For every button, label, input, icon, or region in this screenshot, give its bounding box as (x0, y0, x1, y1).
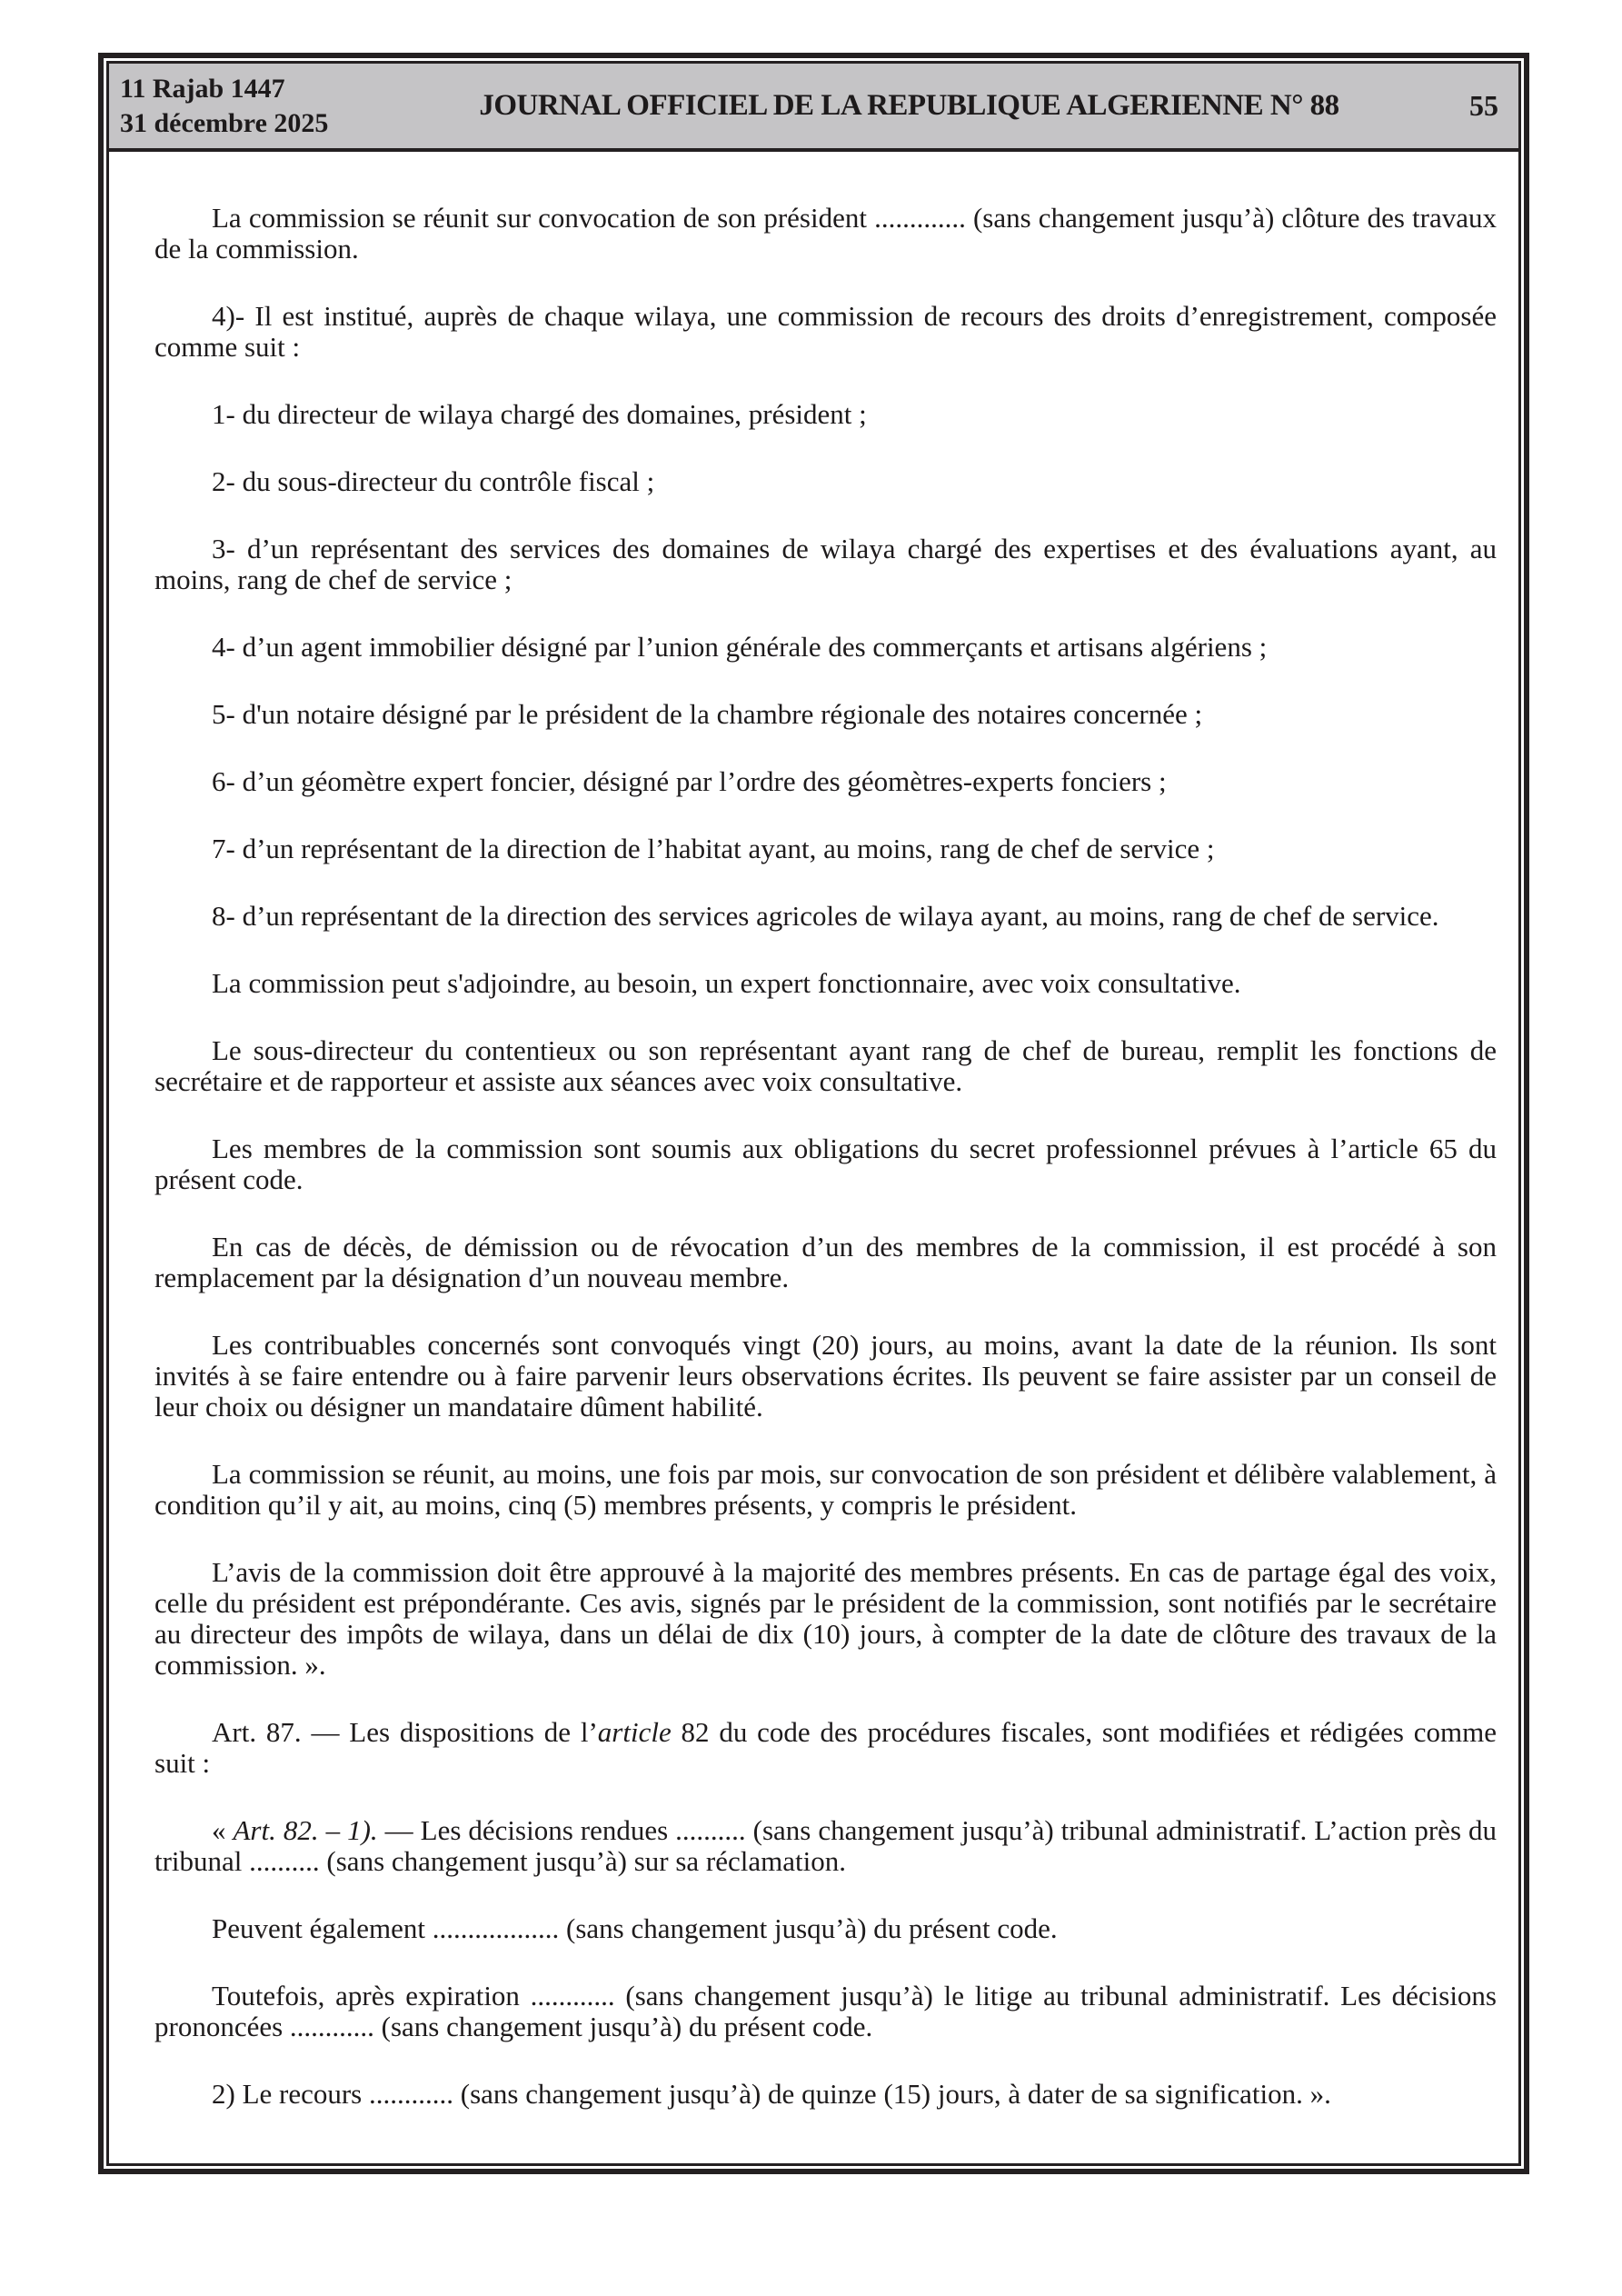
paragraph (154, 1232, 1497, 1293)
paragraph-run: Les contribuables concernés sont convoqués vingt (20) jours, au moins, avant la date de la réunion. Ils sont invités à se faire entendre ou à faire parvenir leurs observations écrites. Ils peuvent se faire assister par un conseil de leur choix ou désigner un mandataire dûment habilité. (154, 1329, 1497, 1423)
paragraph-run: « (212, 1814, 234, 1846)
paragraph (154, 699, 1497, 730)
paragraph-run-italic: article (597, 1716, 672, 1748)
paragraph (154, 632, 1497, 663)
paragraph (154, 1557, 1497, 1681)
paragraph (154, 534, 1497, 595)
paragraph (154, 834, 1497, 864)
paragraph-run: La commission peut s'adjoindre, au besoin, un expert fonctionnaire, avec voix consultative. (212, 967, 1241, 999)
paragraph-run: La commission se réunit sur convocation de son président ............. (sans changement jusqu’à) clôture des travaux de la commission. (154, 202, 1497, 265)
paragraph (154, 1913, 1497, 1944)
paragraph (154, 1459, 1497, 1521)
paragraph-run: La commission se réunit, au moins, une fois par mois, sur convocation de son président et délibère valablement, à condition qu’il y ait, au moins, cinq (5) membres présents, y compris le président. (154, 1458, 1497, 1521)
paragraph (154, 2079, 1497, 2110)
date-gregorian: 31 décembre 2025 (120, 107, 329, 138)
paragraph (154, 466, 1497, 497)
paragraph-run: 4- d’un agent immobilier désigné par l’union générale des commerçants et artisans algériens ; (212, 631, 1268, 663)
paragraph (154, 1133, 1497, 1195)
page-number: 55 (1469, 89, 1498, 122)
paragraph-run: Peuvent également .................. (sans changement jusqu’à) du présent code. (212, 1912, 1058, 1944)
page-header (109, 64, 1518, 152)
paragraph-run: L’avis de la commission doit être approuvé à la majorité des membres présents. En cas de partage égal des voix, celle du président est prépondérante. Ces avis, signés par le président de la commission, sont notifiés par le secrétaire au directeur des impôts de wilaya, dans un délai de dix (10) jours, à compter de la date de clôture des travaux de la commission. ». (154, 1556, 1497, 1681)
paragraph-run: 4)- Il est institué, auprès de chaque wilaya, une commission de recours des droits d’enregistrement, composée comme suit : (154, 300, 1497, 363)
date-hijri: 11 Rajab 1447 (120, 73, 285, 104)
paragraph-run: 3- d’un représentant des services des domaines de wilaya chargé des expertises et des évaluations ayant, au moins, rang de chef de service ; (154, 533, 1497, 595)
paragraph-run: 7- d’un représentant de la direction de l’habitat ayant, au moins, rang de chef de service ; (212, 833, 1215, 864)
paragraph-run: Toutefois, après expiration ............ (sans changement jusqu’à) le litige au tribunal administratif. Les décisions prononcées ............ (sans changement jusqu’à) du présent code. (154, 1980, 1497, 2042)
paragraph (154, 1815, 1497, 1877)
paragraph-run: 2) Le recours ............ (sans changement jusqu’à) de quinze (15) jours, à dater de sa signification. ». (212, 2078, 1331, 2110)
paragraph-run: — Les décisions rendues .......... (sans changement jusqu’à) tribunal administratif. L’action près du tribunal .......... (sans changement jusqu’à) sur sa réclamation. (154, 1814, 1497, 1877)
paragraph (154, 399, 1497, 430)
paragraph (154, 968, 1497, 999)
paragraph-run: 1- du directeur de wilaya chargé des domaines, président ; (212, 398, 867, 430)
paragraph-run: 8- d’un représentant de la direction des services agricoles de wilaya ayant, au moins, rang de chef de service. (212, 900, 1439, 932)
journal-title: JOURNAL OFFICIEL DE LA REPUBLIQUE ALGERIENNE N° 88 (479, 89, 1339, 122)
paragraph-run: 5- d'un notaire désigné par le président de la chambre régionale des notaires concernée ; (212, 698, 1203, 730)
page-frame-outer (98, 53, 1529, 2174)
paragraph-run: Le sous-directeur du contentieux ou son représentant ayant rang de chef de bureau, remplit les fonctions de secrétaire et de rapporteur et assiste aux séances avec voix consultative. (154, 1034, 1497, 1097)
document-body (109, 152, 1518, 2163)
paragraph (154, 1035, 1497, 1097)
paragraph (154, 1330, 1497, 1423)
paragraph-run: En cas de décès, de démission ou de révocation d’un des membres de la commission, il est procédé à son remplacement par la désignation d’un nouveau membre. (154, 1231, 1497, 1293)
paragraph-run-italic: Art. 82. – 1). (233, 1814, 378, 1846)
paragraph-run: 6- d’un géomètre expert foncier, désigné par l’ordre des géomètres-experts fonciers ; (212, 765, 1167, 797)
paragraph-run: 82 du code des procédures fiscales, sont modifiées et rédigées comme suit : (154, 1716, 1497, 1779)
paragraph-run: 2- du sous-directeur du contrôle fiscal ; (212, 465, 655, 497)
paragraph (154, 301, 1497, 363)
paragraph (154, 203, 1497, 265)
paragraph (154, 1717, 1497, 1779)
page-frame-inner (106, 61, 1521, 2166)
paragraph-run: Les membres de la commission sont soumis aux obligations du secret professionnel prévues à l’article 65 du présent code. (154, 1133, 1497, 1195)
paragraph (154, 901, 1497, 932)
paragraph (154, 1981, 1497, 2042)
paragraph-run: Art. 87. — Les dispositions de l’ (212, 1716, 598, 1748)
paragraph (154, 766, 1497, 797)
header-dates (120, 72, 393, 141)
